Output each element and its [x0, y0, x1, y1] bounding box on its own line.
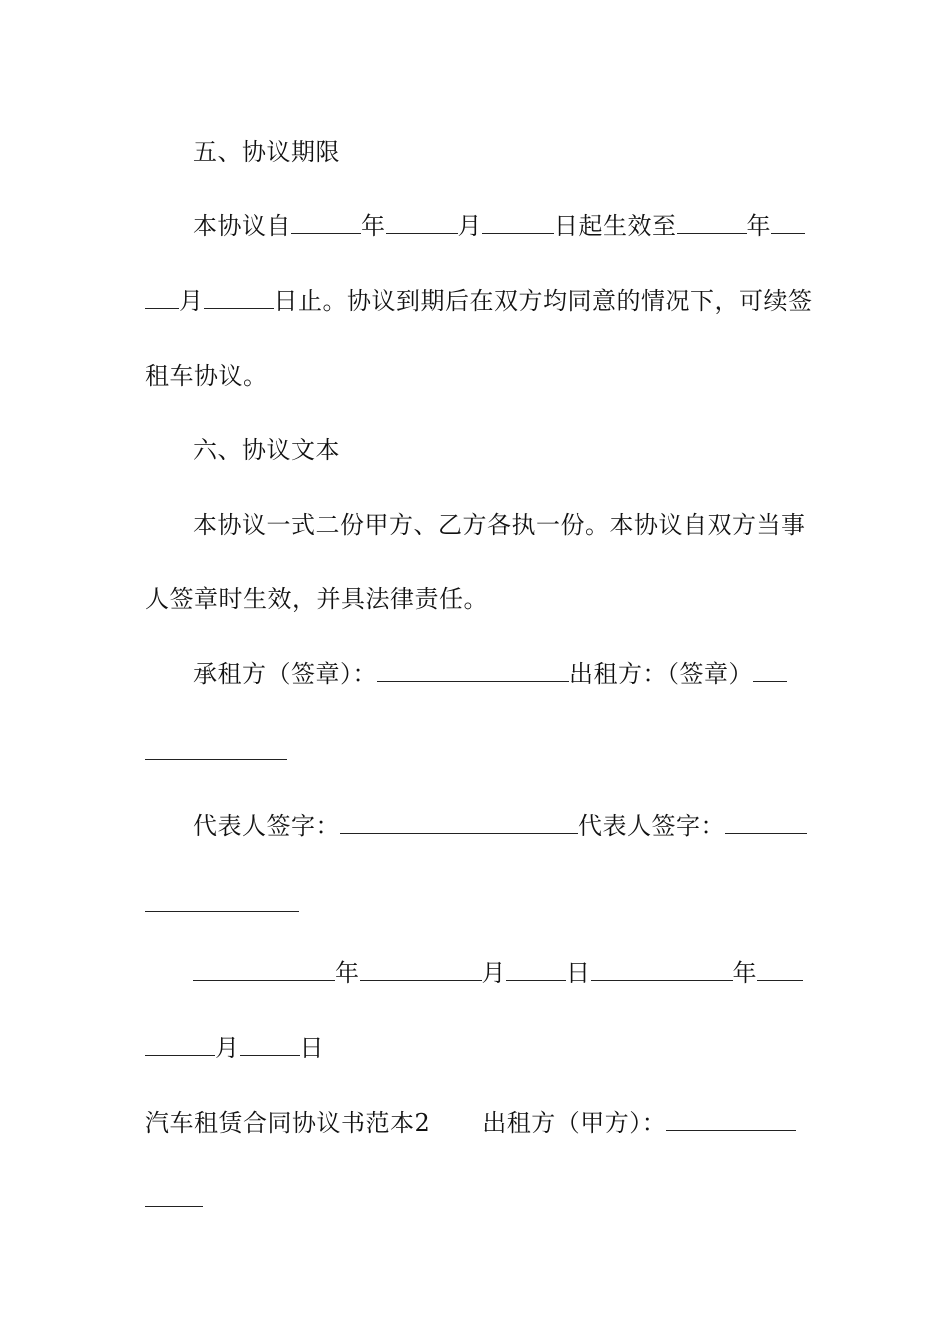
date-text: 月 [481, 959, 506, 987]
document-title: 汽车租赁合同协议书范本2 [145, 1109, 431, 1137]
blank-field [771, 213, 805, 234]
signature-line-representatives [193, 811, 810, 841]
blank-field [291, 213, 361, 234]
date-text: 年 [732, 959, 757, 987]
lessor-signature-blank [145, 739, 287, 760]
term-line-1 [193, 211, 810, 241]
next-document-header-continued [145, 1184, 810, 1214]
date-text: 月 [215, 1034, 240, 1062]
lessor-signature-blank [753, 661, 787, 682]
lessor-signature-label: 出租方：（签章） [569, 660, 753, 688]
blank-field [145, 288, 179, 309]
copies-paragraph-line-2 [145, 584, 810, 614]
term-text: 年 [361, 212, 386, 240]
date-blank [240, 1035, 300, 1056]
section-heading-text-copies [193, 435, 858, 465]
representative-signature-blank [725, 813, 807, 834]
lessor-blank [145, 1186, 203, 1207]
copies-paragraph-line-1 [193, 510, 858, 540]
lessor-blank [666, 1110, 796, 1131]
representative-signature-blank [145, 891, 299, 912]
term-text: 月 [179, 287, 204, 315]
signature-line-parties-continued [145, 737, 810, 767]
representative-signature-label: 代表人签字： [578, 812, 725, 840]
date-text: 日 [299, 1034, 324, 1062]
date-blank [360, 960, 482, 981]
section-heading-text: 五、协议期限 [193, 138, 340, 166]
date-blank [506, 960, 566, 981]
term-text: 月 [457, 212, 482, 240]
term-text: 日起生效至 [554, 212, 677, 240]
term-text: 日止。协议到期后在双方均同意的情况下，可续签 [273, 287, 813, 315]
section-heading-term [193, 137, 858, 167]
date-blank [193, 960, 335, 981]
lessee-signature-blank [377, 661, 569, 682]
blank-field [482, 213, 554, 234]
lessor-label: 出租方（甲方）： [482, 1109, 667, 1137]
signature-line-representatives-continued [145, 889, 810, 919]
term-text: 本协议自 [193, 212, 291, 240]
blank-field [204, 288, 274, 309]
next-document-header [145, 1108, 810, 1138]
signature-date-line [193, 958, 810, 988]
signature-date-line-continued [145, 1033, 810, 1063]
date-blank [145, 1035, 215, 1056]
blank-field [386, 213, 458, 234]
paragraph-text: 本协议一式二份甲方、乙方各执一份。本协议自双方当事 [193, 511, 806, 539]
blank-field [677, 213, 747, 234]
term-line-3 [145, 361, 810, 391]
lessee-signature-label: 承租方（签章）： [193, 660, 377, 688]
term-text: 租车协议。 [145, 362, 268, 390]
date-blank [591, 960, 733, 981]
representative-signature-label: 代表人签字： [193, 812, 340, 840]
paragraph-text: 人签章时生效，并具法律责任。 [145, 585, 488, 613]
term-line-2 [145, 286, 813, 316]
date-text: 年 [335, 959, 360, 987]
term-text: 年 [746, 212, 771, 240]
signature-line-parties [193, 659, 810, 689]
date-blank [757, 960, 803, 981]
date-text: 日 [566, 959, 591, 987]
representative-signature-blank [340, 813, 578, 834]
section-heading-text: 六、协议文本 [193, 436, 340, 464]
